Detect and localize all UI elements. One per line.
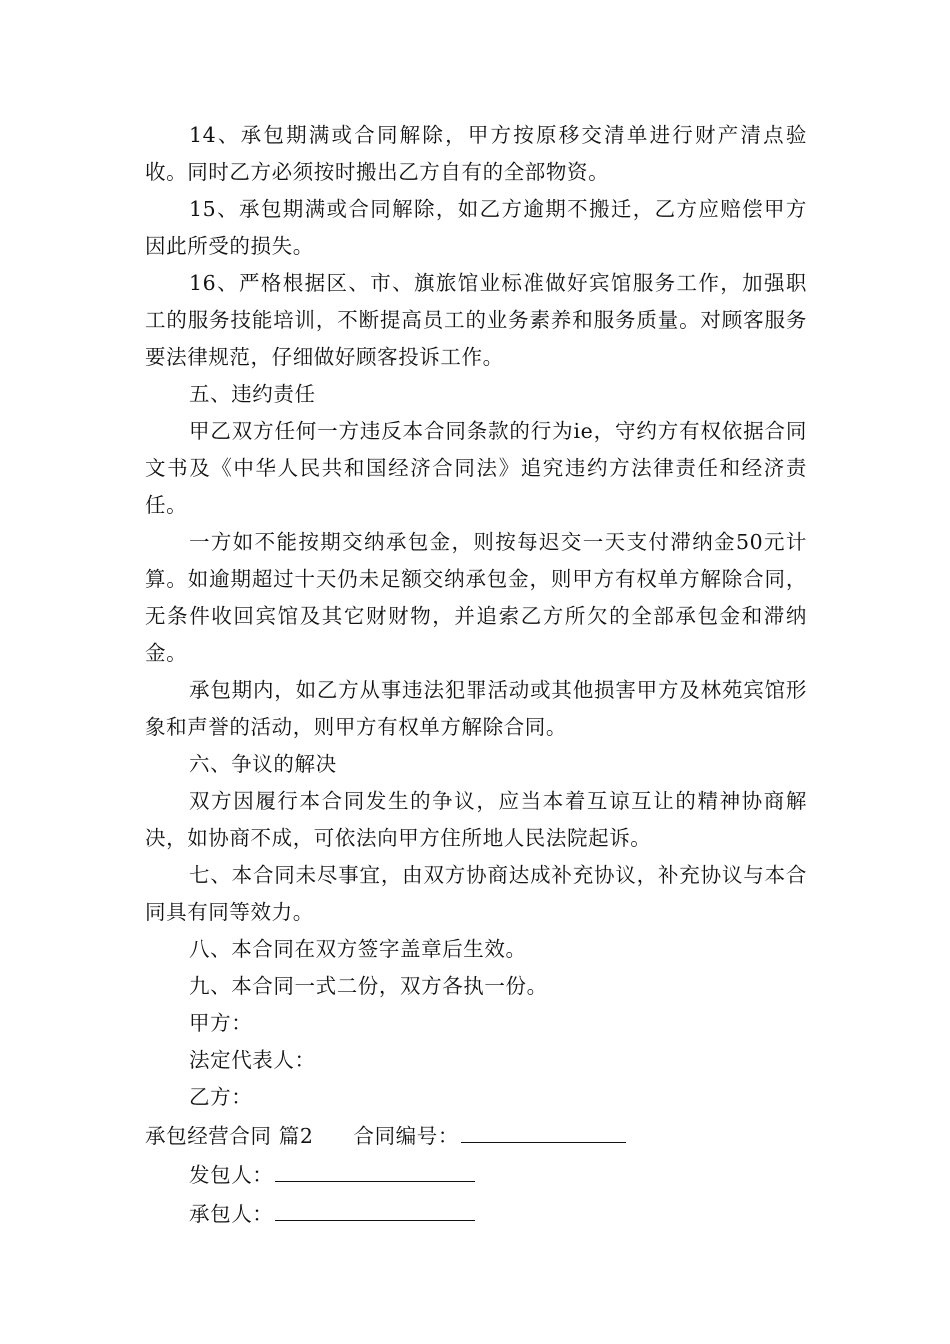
next-contract-title: 承包经营合同 篇2 <box>145 1124 314 1148</box>
section-5-paragraph-3: 承包期内，如乙方从事违法犯罪活动或其他损害甲方及林苑宾馆形象和声誉的活动，则甲方有权单方解除合同。 <box>145 678 807 739</box>
contractor-blank <box>275 1194 475 1221</box>
section-9: 九、本合同一式二份，双方各执一份。 <box>189 974 548 998</box>
issuer-line <box>145 1155 807 1194</box>
section-8: 八、本合同在双方签字盖章后生效。 <box>189 937 527 961</box>
contract-number-blank <box>461 1116 626 1143</box>
document-body <box>145 117 807 1233</box>
party-b-label: 乙方： <box>189 1085 253 1109</box>
contractor-line <box>145 1194 807 1233</box>
clause-15: 15、承包期满或合同解除，如乙方逾期不搬迁，乙方应赔偿甲方因此所受的损失。 <box>145 197 807 258</box>
section-7: 七、本合同未尽事宜，由双方协商达成补充协议，补充协议与本合同具有同等效力。 <box>145 863 807 924</box>
legal-representative-label: 法定代表人： <box>189 1048 316 1072</box>
issuer-blank <box>275 1155 475 1182</box>
section-5-paragraph-1: 甲乙双方任何一方违反本合同条款的行为ie，守约方有权依据合同文书及《中华人民共和国经济合同法》追究违约方法律责任和经济责任。 <box>145 419 807 517</box>
clause-16: 16、严格根据区、市、旗旅馆业标准做好宾馆服务工作，加强职工的服务技能培训，不断提高员工的业务素养和服务质量。对顾客服务要法律规范，仔细做好顾客投诉工作。 <box>145 271 807 369</box>
section-6-paragraph: 双方因履行本合同发生的争议，应当本着互谅互让的精神协商解决，如协商不成，可依法向甲方住所地人民法院起诉。 <box>145 789 807 850</box>
section-5-heading: 五、违约责任 <box>189 382 316 406</box>
issuer-label: 发包人： <box>189 1163 274 1187</box>
section-5-paragraph-2: 一方如不能按期交纳承包金，则按每迟交一天支付滞纳金50元计算。如逾期超过十天仍未足额交纳承包金，则甲方有权单方解除合同，无条件收回宾馆及其它财财物，并追索乙方所欠的全部承包金和滞纳金。 <box>145 530 807 665</box>
party-a-label: 甲方： <box>189 1011 253 1035</box>
contractor-label: 承包人： <box>189 1202 274 1226</box>
contract-number-label: 合同编号： <box>353 1124 459 1148</box>
next-contract-title-line <box>145 1116 807 1155</box>
section-6-heading: 六、争议的解决 <box>189 752 337 776</box>
clause-14: 14、承包期满或合同解除，甲方按原移交清单进行财产清点验收。同时乙方必须按时搬出乙方自有的全部物资。 <box>145 123 807 184</box>
